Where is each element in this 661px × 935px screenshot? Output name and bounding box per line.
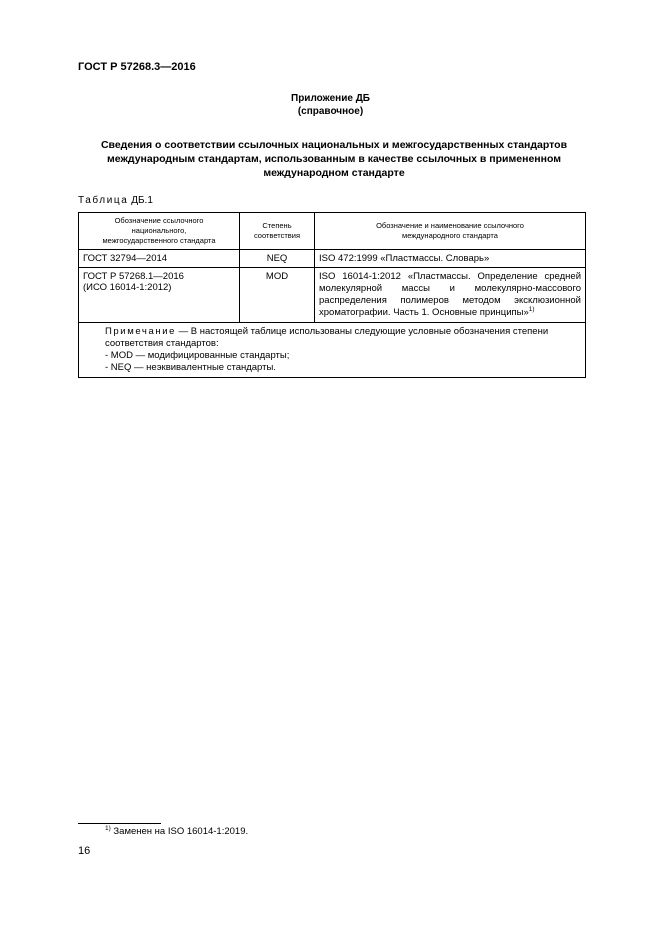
section-title-line: международном стандарте bbox=[263, 167, 405, 179]
note-item: - MOD — модифицированные стандарты; bbox=[105, 350, 290, 361]
footnote-marker: 1) bbox=[105, 825, 111, 832]
table-caption-label: Таблица bbox=[78, 195, 129, 206]
table-row bbox=[79, 250, 586, 268]
header-text: Обозначение ссылочного bbox=[114, 216, 204, 225]
header-text: международного стандарта bbox=[402, 231, 498, 240]
standards-table bbox=[78, 212, 586, 378]
header-text: национального, bbox=[131, 226, 187, 235]
national-code: ГОСТ 32794—2014 bbox=[83, 253, 168, 264]
note-label: Примечание bbox=[105, 326, 176, 337]
table-note-row bbox=[79, 323, 586, 378]
footnote-separator bbox=[78, 823, 161, 824]
page-number: 16 bbox=[78, 845, 91, 857]
cell-international: ISO 472:1999 «Пластмассы. Словарь» bbox=[315, 250, 586, 268]
cell-national bbox=[79, 268, 240, 323]
section-title-line: международным стандартам, использованным в качестве ссылочных в примененном bbox=[106, 153, 562, 165]
cell-degree: NEQ bbox=[240, 250, 315, 268]
annex-subtitle: (справочное) bbox=[297, 106, 364, 117]
header-text: межгосударственного стандарта bbox=[102, 236, 216, 245]
note-item: - NEQ — неэквивалентные стандарты. bbox=[105, 362, 276, 373]
note-text: — В настоящей таблице использованы следующие условные обозначения степени соответствия стандартов: bbox=[105, 326, 549, 349]
national-code: ГОСТ Р 57268.1—2016 bbox=[83, 271, 184, 282]
header-text: соответствия bbox=[253, 231, 301, 240]
cell-national bbox=[79, 250, 240, 268]
annex-heading bbox=[0, 92, 661, 118]
international-text: ISO 16014-1:2012 «Пластмассы. Определение средней молекулярной массы и молекулярно-массового распределения полимеров методом эксклюзионной хроматографии. Часть 1. Основные принципы» bbox=[319, 271, 581, 318]
table-header-row bbox=[79, 213, 586, 250]
table-row bbox=[79, 268, 586, 323]
cell-degree: MOD bbox=[240, 268, 315, 323]
cell-international bbox=[315, 268, 586, 323]
header-international-standard bbox=[315, 213, 586, 250]
footnote-text: Заменен на ISO 16014-1:2019. bbox=[113, 826, 249, 837]
footnote-ref: 1) bbox=[528, 306, 535, 313]
header-text: Степень bbox=[262, 221, 292, 230]
note-paragraph bbox=[83, 326, 581, 350]
table-caption-id: ДБ.1 bbox=[131, 195, 153, 206]
annex-title: Приложение ДБ bbox=[291, 93, 370, 104]
national-code-alt: (ИСО 16014-1:2012) bbox=[83, 282, 172, 293]
section-title bbox=[78, 138, 590, 180]
header-national-standard bbox=[79, 213, 240, 250]
section-title-line: Сведения о соответствии ссылочных национальных и межгосударственных стандартов bbox=[100, 139, 568, 151]
table-note bbox=[79, 323, 586, 378]
header-degree bbox=[240, 213, 315, 250]
document-code: ГОСТ Р 57268.3—2016 bbox=[78, 61, 196, 73]
table-caption bbox=[78, 195, 153, 206]
footnote bbox=[105, 826, 248, 837]
header-text: Обозначение и наименование ссылочного bbox=[376, 221, 524, 230]
